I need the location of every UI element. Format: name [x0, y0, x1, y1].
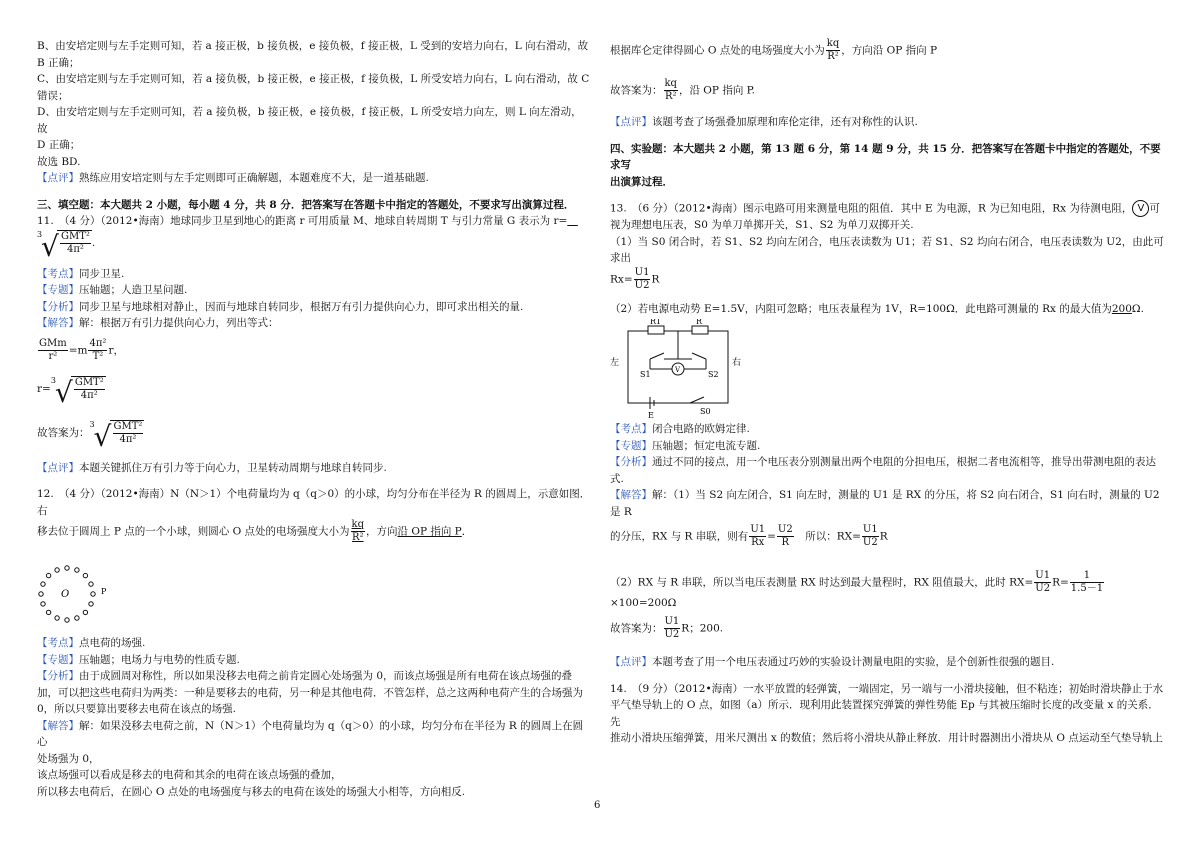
charge-dot: [65, 618, 69, 622]
svg-text:V: V: [675, 366, 681, 374]
q13-jieda-3: （2）RX 与 R 串联，所以当电压表测量 RX 时达到最大量程时，RX 阻值最大，此时 RX= $\frac{U1}{U2}$ R= $\frac{1}{1.5-1}$ ×100=200Ω: [610, 570, 1104, 609]
q12-answer: 故答案为： $\frac{kq}{\text{R²}}$ ，沿 OP 指向 P.: [610, 78, 755, 102]
section-3-heading: 三、填空题：本大题共 2 小题，每小题 4 分，共 8 分．把答案写在答题卡中指定的答题处，不要求写出演算过程．: [37, 198, 575, 211]
voltmeter-icon: V: [1132, 200, 1149, 217]
q12-fenxi-cont: 加，可以把这些电荷归为两类：一种是要移去的电荷，另一种是其他电荷．不管怎样，总之这两种电荷产生的合场强为: [37, 686, 583, 699]
comment-text: 熟练应用安培定则与左手定则即可正确解题，本题难度不大，是一道基础题.: [79, 172, 429, 184]
q13-answer: 故答案为： $\frac{U1}{U2}$ R；200.: [610, 616, 724, 640]
page-number: 6: [594, 800, 601, 811]
q11-stem-text: 11. （4 分）（2012•海南）地球同步卫星到地心的距离 r 可用质量 M、地球自转周期 T 与引力常量 G 表示为 r=: [37, 215, 568, 227]
q12-jieda-cont: 处场强为 0，: [37, 752, 100, 765]
q13-dianping: 【点评】本题考查了用一个电压表通过巧妙的实验设计测量电阻的实验，是个创新性很强的题目.: [610, 656, 1055, 668]
charge-dot: [65, 566, 69, 570]
q10-line: 故选 BD.: [37, 155, 81, 168]
charge-dot: [55, 568, 59, 572]
q11-equation-1: $\frac{\text{GMm}}{\text{r²}}$ =m $\frac{\text{4π²}}{\text{T²}}$ r，: [39, 337, 124, 362]
comment-tag: 【点评】: [37, 172, 79, 184]
q11-zhuanti: 【专题】压轴题；人造卫星问题.: [37, 284, 188, 296]
q10-line: B、由安培定则与左手定则可知，若 a 接正极，b 接负极，e 接负极，f 接正极，L 受到的安培力向右，L 向右滑动，故: [37, 40, 589, 52]
q14-line: 平气垫导轨上的 O 点，如图（a）所示．现利用此装置探究弹簧的弹性势能 Ep 与其被压缩时长度的改变量 x 的关系．先: [610, 699, 1159, 728]
q12-stem-2: 移去位于圆周上 P 点的一个小球，则圆心 O 点处的电场强度大小为 $\frac{kq}{\text{R²}}$ ，方向沿 OP 指向 P．: [37, 519, 473, 543]
svg-text:R: R: [696, 319, 703, 326]
charge-dot: [75, 616, 79, 620]
svg-text:S0: S0: [700, 407, 711, 416]
charge-dot: [91, 592, 95, 596]
switch-s0: [690, 397, 704, 403]
q13-stem-2: 视为理想电压表，S0 为单刀单掷开关，S1、S2 为单刀双掷开关.: [610, 219, 914, 231]
q13-rx-formula: Rx= $\frac{U1}{U2}$ R: [610, 266, 660, 291]
q10-line: D、由安培定则与左手定则可知，若 a 接负极，b 接正极，e 接负极，f 接正极，L 所受安培力向左，则 L 向左滑动，故: [37, 106, 582, 135]
q12-continued: 根据库仑定律得圆心 O 点处的电场强度大小为 $\frac{kq}{\text{R²}}$ ，方向沿 OP 指向 P: [610, 38, 938, 62]
q12-zhuanti: 【专题】压轴题；电场力与电势的性质专题.: [37, 653, 240, 666]
charge-dot: [89, 582, 93, 586]
q12-dianping: 【点评】该题考查了场强叠加原理和库伦定律，还有对称性的认识.: [610, 116, 918, 128]
right-column: [610, 38, 1165, 747]
left-column: [37, 38, 592, 800]
q10-line: C、由安培定则与左手定则可知，若 a 接负极，b 接正极，e 接正极，f 接负极，L 所受安培力向右，L 向右滑动，故 C: [37, 73, 590, 85]
resistor-r1: [648, 326, 664, 334]
q13-part-2: （2）若电源电动势 E=1.5V，内阻可忽略；电压表量程为 1V，R=100Ω．此电路可测量的 Rx 的最大值为200Ω.: [610, 302, 1144, 315]
q10-line: 错误；: [37, 89, 69, 102]
q13-stem: 13. （6 分）（2012•海南）图示电路可用来测量电阻的阻值．其中 E 为电源，R 为已知电阻，Rx 为待测电阻， V 可: [610, 200, 1165, 217]
svg-text:R1: R1: [650, 319, 662, 326]
q13-jieda: 【解答】解：（1）当 S2 向左闭合，S1 向左时，测量的 U1 是 RX 的分压，将 S2 向右闭合，S1 向右时，测量的 U2 是 R: [610, 489, 1160, 518]
q12-stem-1: 12. （4 分）（2012•海南）N（N＞1）个电荷量均为 q（q＞0）的小球，均匀分布在半径为 R 的圆周上，示意如图．右: [37, 488, 591, 517]
q11-answer-formula: 3 √ $\frac{\text{GMT²}}{\text{4π²}}$ .: [37, 229, 96, 263]
q13-kaodian: 【考点】闭合电路的欧姆定律.: [610, 423, 750, 435]
charge-dot: [83, 573, 87, 577]
section-4-heading: 四、实验题：本大题共 2 小题，第 13 题 6 分，第 14 题 9 分，共 15 分．把答案写在答题卡中指定的答题处，不要求写: [610, 142, 1161, 171]
svg-text:左: 左: [610, 358, 620, 368]
q11-blank: [567, 215, 578, 227]
q11-stem: [37, 213, 592, 230]
svg-text:右: 右: [732, 358, 742, 368]
resistor-r: [692, 326, 708, 334]
charge-dot: [41, 602, 45, 606]
charge-dot: [39, 592, 43, 596]
q11-kaodian: 【考点】同步卫星.: [37, 267, 125, 280]
cube-root: 3 √ $\frac{\text{GMT²}}{\text{4π²}}$: [37, 229, 90, 263]
q12-fenxi: 【分析】由于成圆周对称性，所以如果没移去电荷之前肯定圆心处场强为 0，而该点场强是所有电荷在该点场强的叠: [37, 670, 573, 682]
charge-dot: [89, 602, 93, 606]
q11-final-answer: 故答案为： 3 √ $\frac{\text{GMT²}}{\text{4π²}}$: [37, 419, 143, 453]
q11-equation-2: r= 3 √ $\frac{\text{GMT²}}{\text{4π²}}$: [37, 375, 104, 409]
q10-comment: [37, 170, 592, 187]
svg-text:S1: S1: [640, 370, 651, 379]
center-o-label: O: [61, 589, 70, 600]
point-p-label: P: [101, 587, 107, 596]
q11-jieda: 【解答】解：根据万有引力提供向心力，列出等式：: [37, 317, 279, 329]
charge-dot: [41, 582, 45, 586]
q13-part-1: （1）当 S0 闭合时，若 S1、S2 均向左闭合，电压表读数为 U1；若 S1、S2 均向右闭合，电压表读数为 U2，由此可求出: [610, 235, 1164, 264]
charge-dot: [75, 568, 79, 572]
q13-fenxi: 【分析】通过不同的接点，用一个电压表分别测量出两个电阻的分担电压，根据二者电流相等，推导出带测电阻的表达: [610, 456, 1156, 468]
charge-dot: [83, 610, 87, 614]
q12-kaodian: 【考点】点电荷的场强.: [37, 637, 146, 649]
q13-fenxi-cont: 式.: [610, 472, 624, 485]
circuit-diagram: [610, 319, 750, 419]
svg-text:S2: S2: [708, 370, 719, 379]
charge-ring-figure: [37, 561, 127, 631]
q14-line: 14. （9 分）（2012•海南）一水平放置的轻弹簧，一端固定，另一端与一小滑块接触，但不粘连；初始时滑块静止于水: [610, 682, 1164, 695]
charge-dot: [46, 573, 50, 577]
q10-line: B 正确；: [37, 56, 80, 69]
q13-zhuanti: 【专题】压轴题；恒定电流专题.: [610, 439, 761, 452]
charge-dot: [46, 610, 50, 614]
q11-fenxi: 【分析】同步卫星与地球相对静止，因而与地球自转同步，根据万有引力提供向心力，即可求出相关的量.: [37, 300, 524, 313]
q13-jieda-2: 的分压，RX 与 R 串联，则有 $\frac{U1}{Rx}$ = $\frac{U2}{R}$ 所以：RX= $\frac{U1}{U2}$ R: [610, 524, 888, 548]
q10-line: D 正确；: [37, 139, 81, 151]
q11-dianping: 【点评】本题关键抓住万有引力等于向心力，卫星转动周期与地球自转同步.: [37, 461, 387, 474]
svg-text:E: E: [648, 411, 654, 419]
q12-jieda-cont: 该点场强可以看成是移去的电荷和其余的电荷在该点场强的叠加，: [37, 769, 342, 781]
q12-fenxi-cont: 0，所以只要算出要移去电荷在该点的场强.: [37, 703, 237, 715]
q12-jieda-cont: 所以移去电荷后，在圆心 O 点处的电场强度与移去的电荷在该处的场强大小相等，方向相反.: [37, 785, 466, 798]
q14-line: 推动小滑块压缩弹簧，用米尺测出 x 的数值；然后将小滑块从静止释放．用计时器测出小滑块从 O 点运动至气垫导轨上: [610, 732, 1163, 744]
q12-jieda: 【解答】解：如果没移去电荷之前，N（N＞1）个电荷量均为 q（q＞0）的小球，均匀分布在半径为 R 的圆周上在圆心: [37, 719, 584, 748]
section-4-heading-cont: 出演算过程．: [610, 175, 673, 188]
charge-dot: [55, 616, 59, 620]
